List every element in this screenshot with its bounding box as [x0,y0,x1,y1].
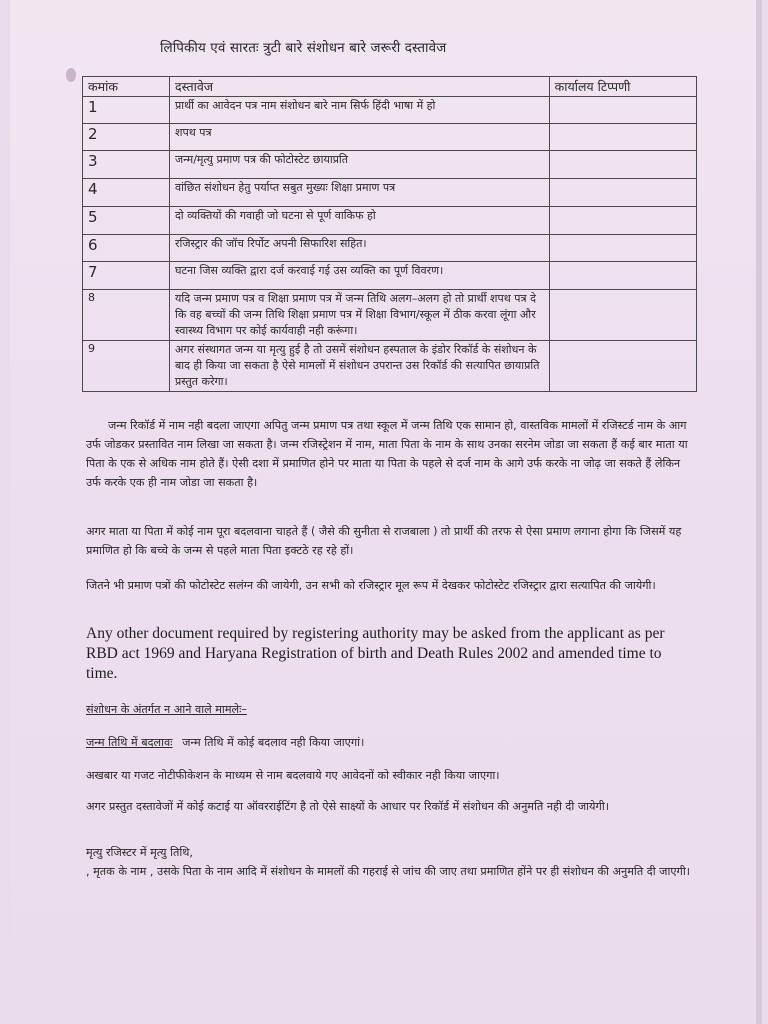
document-page [10,0,762,1024]
table-row [83,124,697,151]
header-serial: कमांक [83,77,170,97]
row-document: रजिस्ट्रार की जॉच रिर्पोट अपनी सिफारिश सहित। [169,235,549,262]
row-remark [549,207,696,235]
row-document: जन्म/मृत्यु प्रमाण पत्र की फोटोस्टेट छायाप्रति [169,151,549,179]
row-remark [549,341,696,392]
table-row [83,262,697,290]
death-register-line: मृत्यु रजिस्टर में मृत्यु तिथि, [86,846,193,859]
documents-table [82,76,697,392]
row-number: 1 [83,97,170,124]
row-remark [549,179,696,207]
header-document: दस्तावेज [169,77,549,97]
row-number: 6 [83,235,170,262]
row-number: 3 [83,151,170,179]
header-remarks: कार्यालय टिप्पणी [549,77,696,97]
staple-mark [66,68,76,82]
row-number: 9 [83,341,170,392]
paragraph-overwriting: अगर प्रस्तुत दस्तावेजों में कोई कटाई या ऑवरराईटिंग है तो ऐसे साक्ष्यों के आधार पर रिकॉर्ड में संशोधन की अनुमति नही दी जायेगी। [86,800,609,813]
heading-not-covered: संशोधन के अंतर्गत न आने वाले मामलेः– [86,703,247,716]
paragraph-gazette: अखबार या गजट नोटीफीकेशन के माध्यम से नाम बदलवाये गए आवेदनों को स्वीकार नही किया जाएगा। [86,769,500,782]
row-document: प्रार्थी का आवेदन पत्र नाम संशोधन बारे नाम सिर्फ हिंदी भाषा में हो [169,97,549,124]
paragraph-parent-name-change: अगर माता या पिता में कोई नाम पूरा बदलवाना चाहते हैं ( जैसे की सुनीता से राजबाला ) तो प्रार्थी की तरफ से ऐसा प्रमाण लगाना होगा कि जिसमें यह प्रमाणित हो कि बच्चे के जन्म से पहले माता पिता इक्टठे रह रहे हों। [86,525,682,557]
table-row [83,151,697,179]
row-remark [549,262,696,290]
row-number: 4 [83,179,170,207]
row-document: दो व्यक्तियों की गवाही जो घटना से पूर्ण वाकिफ हो [169,207,549,235]
row-number: 5 [83,207,170,235]
page-title: लिपिकीय एवं सारतः त्रुटी बारे संशोधन बारे जरूरी दस्तावेज [160,40,447,56]
table-row [83,179,697,207]
table-row [83,97,697,124]
row-document: वांछित संशोधन हेतु पर्याप्त सबुत मुख्यः शिक्षा प्रमाण पत्र [169,179,549,207]
row-document: शपथ पत्र [169,124,549,151]
row-document: अगर संस्थागत जन्म या मृत्यु हुई है तो उसमें संशोधन हस्पताल के इंडोर रिकॉर्ड के संशोधन के बाद ही किया जा सकता है ऐसे मामलों में संशोधन उपरान्त उस रिकॉर्ड की सत्यापित छायाप्रति प्रस्तुत करेगा। [169,341,549,392]
paragraph-english-note: Any other document required by registering authority may be asked from the applicant as per RBD act 1969 and Haryana Registration of birth and Death Rules 2002 and amended time to time. [86,625,665,682]
row-remark [549,124,696,151]
row-remark [549,290,696,341]
table-row [83,341,697,392]
page-edge [756,0,762,1024]
table-header-row [83,77,697,97]
table-row [83,290,697,341]
paragraph-death-correction: , मृतक के नाम , उसके पिता के नाम आदि में संशोधन के मामलों की गहराई से जांच की जाए तथा प्रमाणित होंने पर ही संशोधन की अनुमति दी जाएगी। [86,865,690,878]
table-row [83,207,697,235]
dob-change-line [86,733,364,752]
row-number: 2 [83,124,170,151]
row-number: 8 [83,290,170,341]
row-remark [549,235,696,262]
dob-change-text: जन्म तिथि में कोई बदलाव नही किया जाएगां। [182,736,365,749]
paragraph-photocopy-verification: जितने भी प्रमाण पत्रों की फोटोस्टेट सलंग्न की जायेगी, उन सभी को रजिस्ट्रार मूल रूप में देखकर फोटोस्टेट रजिस्ट्रार द्वारा सत्यापित की जायेगी। [86,579,656,592]
row-document: यदि जन्म प्रमाण पत्र व शिक्षा प्रमाण पत्र में जन्म तिथि अलग–अलग हो तो प्रार्थी शपथ पत्र दे कि वह बच्चों की जन्म तिथि शिक्षा प्रमाण पत्र में शिक्षा विभाग/स्कूल में ठीक करवा लूंगा और स्वास्थ्य विभाग पर कोई कार्यवाही नही करूंगा। [169,290,549,341]
table-row [83,235,697,262]
dob-change-label: जन्म तिथि में बदलावः [86,736,173,749]
row-remark [549,97,696,124]
row-document: घटना जिस व्यक्ति द्वारा दर्ज करवाई गई उस व्यक्ति का पूर्ण विवरण। [169,262,549,290]
row-remark [549,151,696,179]
paragraph-name-record: जन्म रिकॉर्ड में नाम नही बदला जाएगा अपितु जन्म प्रमाण पत्र तथा स्कूल में जन्म तिथि एक सामान हो, वास्तविक मामलों में रजिस्टर्ड नाम के आग उर्फ जोडकर प्रस्तावित नाम लिखा जा सकता है। जन्म रजिस्ट्रेशन में नाम, माता पिता के नाम के साथ उनका सरनेम जोडा जा सकता हैं कई बार माता या पिता के एक से अधिक नाम होते हैं। ऐसी दशा में प्रमाणित होने पर माता या पिता के पहले से दर्ज नाम के आगे उर्फ करके ना जोढ़ जा सकते हैं लेकिन उर्फ करके एक ही नाम जोडा जा सकता है। [86,419,688,489]
row-number: 7 [83,262,170,290]
